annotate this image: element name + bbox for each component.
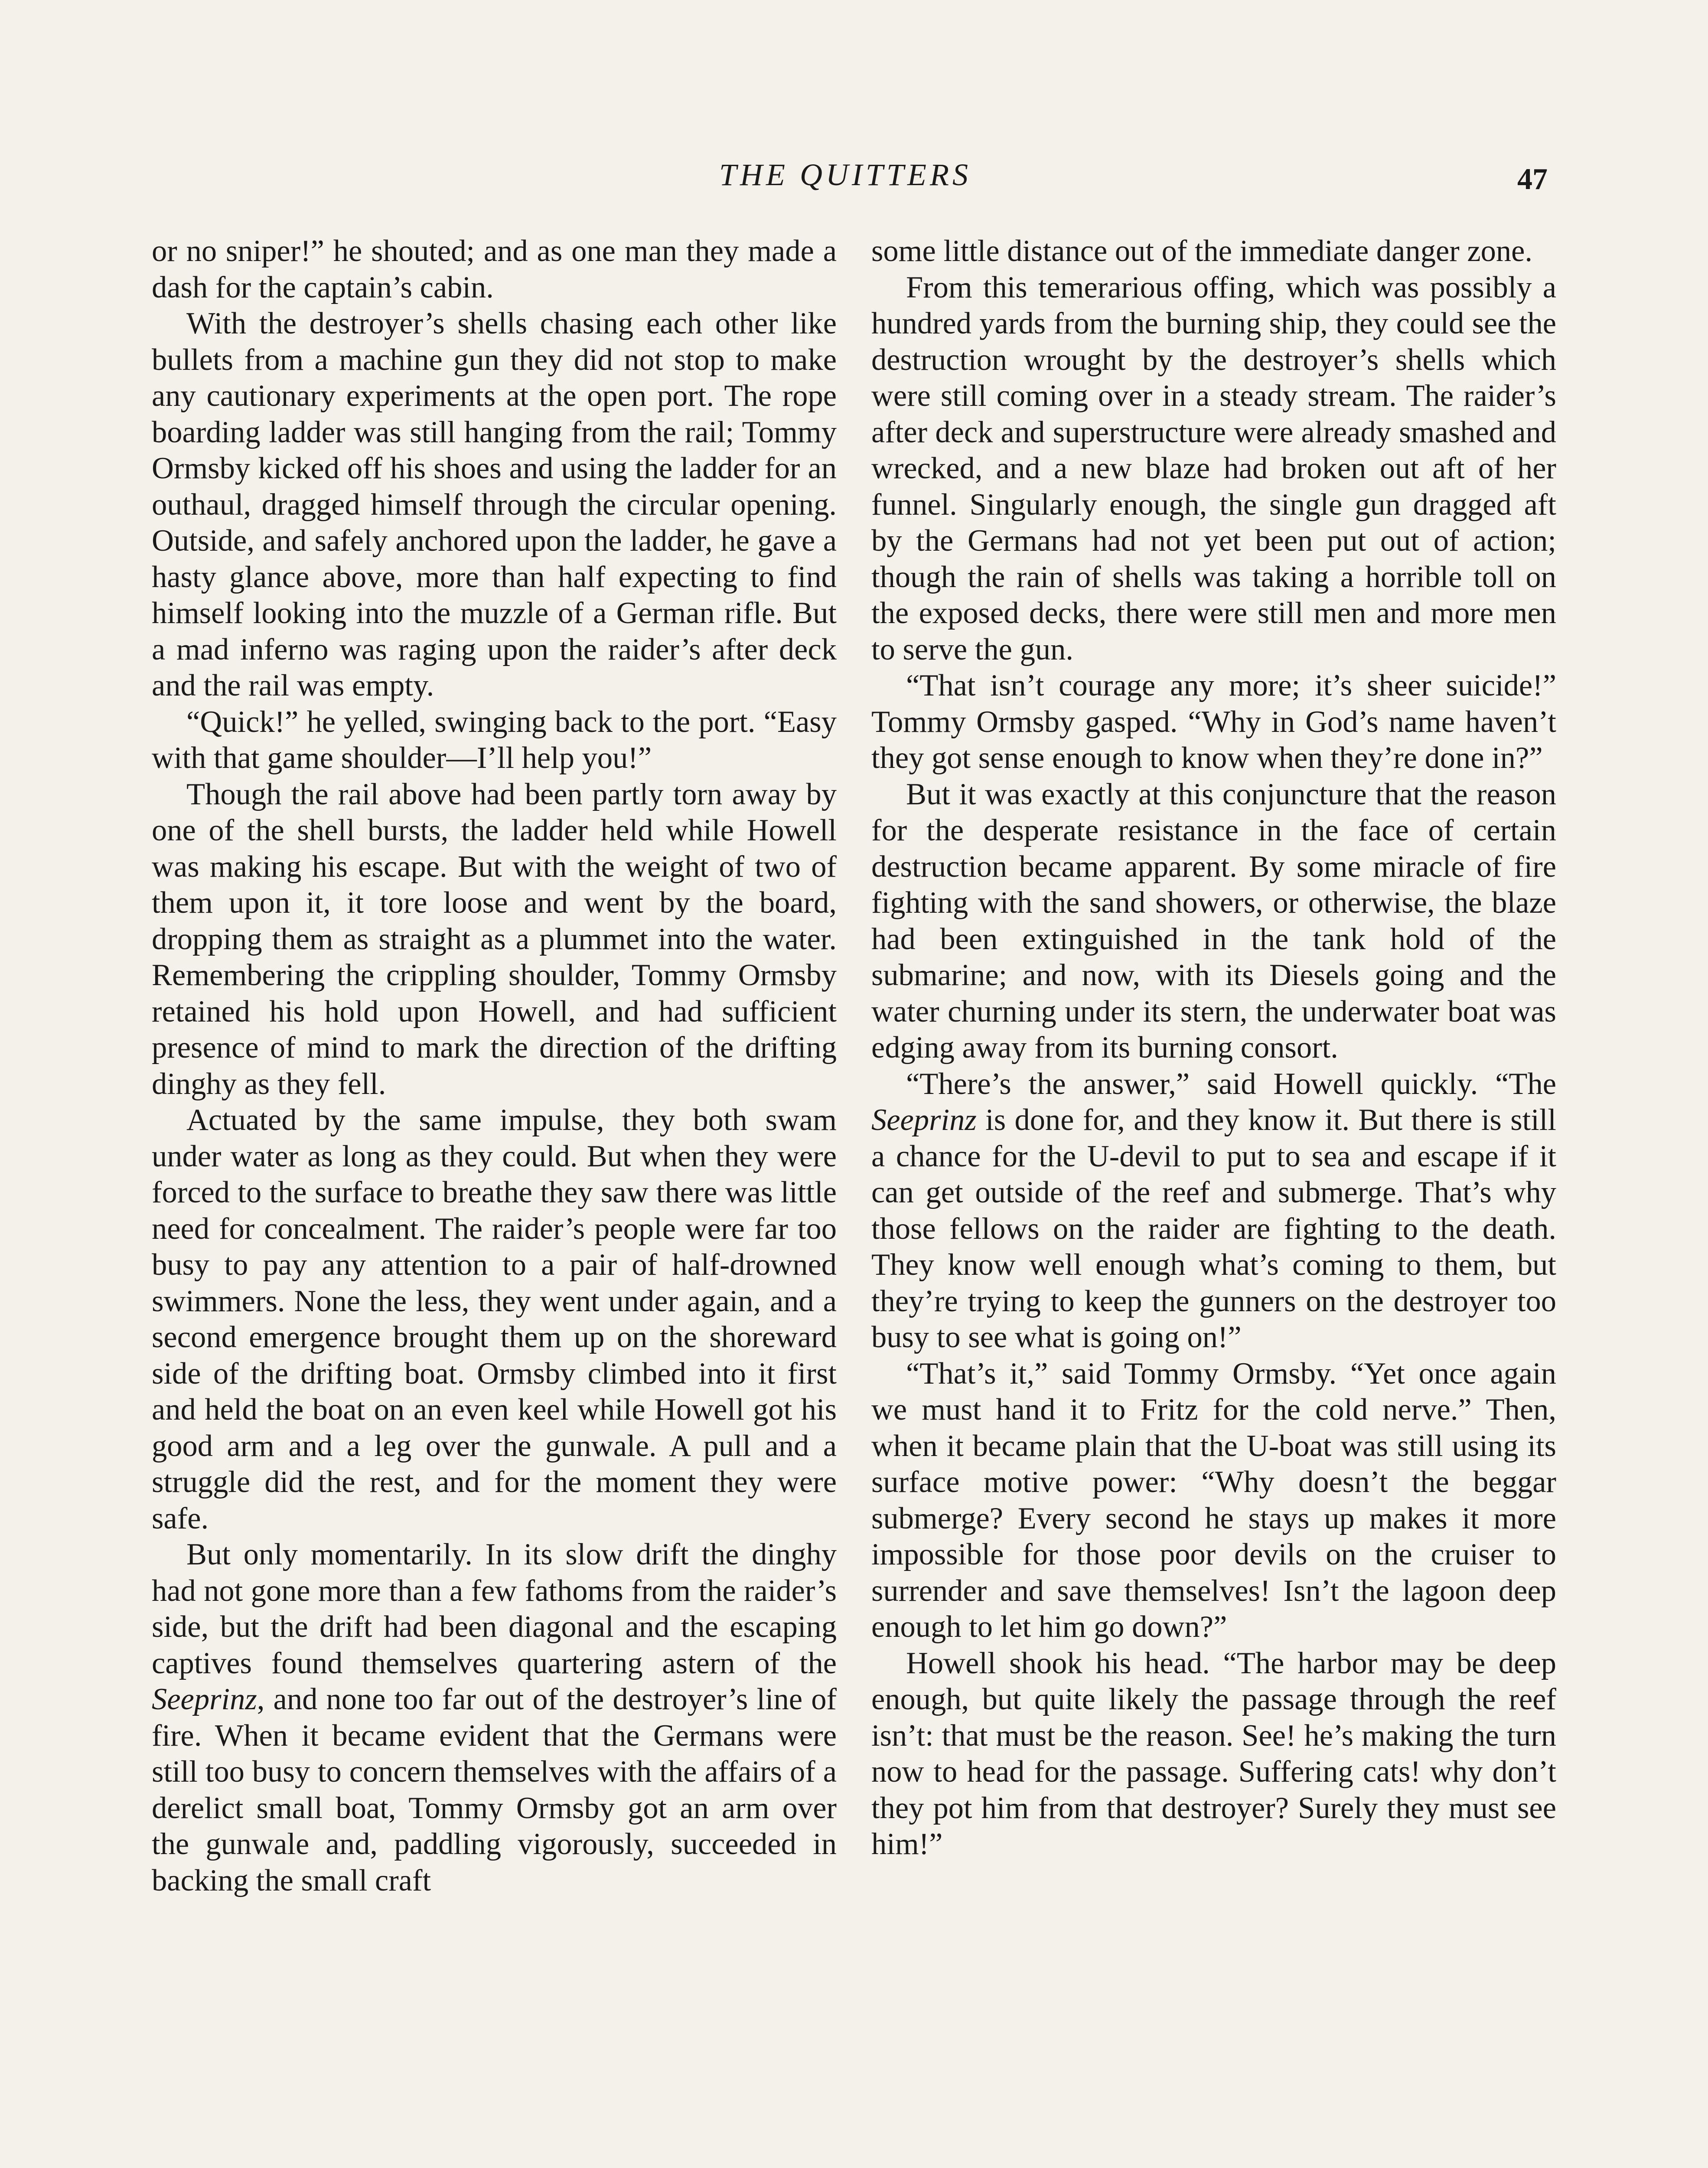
page-header (143, 147, 1548, 204)
paragraph: “Quick!” he yelled, swinging back to the port. “Easy with that game shoulder—I’ll help you!” (152, 705, 837, 775)
paragraph: But only momentarily. In its slow drift the dinghy had not gone more than a few fathoms from the raider’s side, but the drift had been diagonal and the escaping captives found themselves quartering astern of the Seeprinz, and none too far out of the destroyer’s line of fire. When it became evident that the Germans were still too busy to concern themselves with the affairs of a derelict small boat, Tommy Ormsby got an arm over the gunwale and, paddling vigorously, succeeded in backing the small craft (152, 1538, 837, 1897)
paragraph: “There’s the answer,” said Howell quickly. “The Seeprinz is done for, and they know it. But there is still a chance for the U-devil to put to sea and escape if it can get outside of the reef and submerge. That’s why those fellows on the raider are fighting to the death. They know well enough what’s coming to them, but they’re trying to keep the gunners on the destroyer too busy to see what is going on!” (871, 1067, 1556, 1354)
paragraph: some little distance out of the immediate danger zone. (871, 234, 1533, 268)
paragraph: “That’s it,” said Tommy Ormsby. “Yet once again we must hand it to Fritz for the cold nerve.” Then, when it became plain that the U-boat was still using its surface motive power: “Why doesn’t the beggar submerge? Every second he stays up makes it more impossible for those poor devils on the cruiser to surrender and save themselves! Isn’t the lagoon deep enough to let him go down?” (871, 1356, 1556, 1644)
paragraph: or no sniper!” he shouted; and as one man they made a dash for the captain’s cabin. (152, 234, 837, 304)
paragraph: But it was exactly at this conjuncture that the reason for the desperate resistance in the face of certain destruction became apparent. By some miracle of fire fighting with the sand showers, or otherwise, the blaze had been extinguished in the tank hold of the submarine; and now, with its Diesels going and the water churning under its stern, the underwater boat was edging away from its burning consort. (871, 777, 1556, 1064)
paragraph: With the destroyer’s shells chasing each other like bullets from a machine gun they did not stop to make any cautionary experiments at the open port. The rope boarding ladder was still hanging from the rail; Tommy Ormsby kicked off his shoes and using the ladder for an outhaul, dragged himself through the circular opening. Outside, and safely anchored upon the ladder, he gave a hasty glance above, more than half expecting to find himself looking into the muzzle of a German rifle. But a mad inferno was raging upon the raider’s after deck and the rail was empty. (152, 307, 837, 702)
ship-name: Seeprinz (871, 1103, 977, 1137)
paragraph: “That isn’t courage any more; it’s sheer suicide!” Tommy Ormsby gasped. “Why in God’s name haven’t they got sense enough to know when they’re done in?” (871, 669, 1556, 775)
left-column (152, 233, 837, 2168)
page-number: 47 (1517, 163, 1548, 196)
paragraph: Howell shook his head. “The harbor may be deep enough, but quite likely the passage through the reef isn’t: that must be the reason. See! he’s making the turn now to head for the passage. Suffering cats! why don’t they pot him from that destroyer? Surely they must see him!” (871, 1646, 1556, 1861)
right-column (871, 233, 1556, 2168)
paragraph: Actuated by the same impulse, they both swam under water as long as they could. But when they were forced to the surface to breathe they saw there was little need for concealment. The raider’s people were far too busy to pay any attention to a pair of half-drowned swimmers. None the less, they went under again, and a second emergence brought them up on the shoreward side of the drifting boat. Ormsby climbed into it first and held the boat on an even keel while Howell got his good arm and a leg over the gunwale. A pull and a struggle did the rest, and for the moment they were safe. (152, 1103, 837, 1535)
running-title: THE QUITTERS (719, 157, 972, 192)
paragraph: From this temerarious offing, which was possibly a hundred yards from the burning ship, they could see the destruction wrought by the destroyer’s shells which were still coming over in a steady stream. The raider’s after deck and superstructure were already smashed and wrecked, and a new blaze had broken out aft of her funnel. Singularly enough, the single gun dragged aft by the Germans had not yet been put out of action; though the rain of shells was taking a horrible toll on the exposed decks, there were still men and more men to serve the gun. (871, 270, 1556, 666)
paragraph: Though the rail above had been partly torn away by one of the shell bursts, the ladder held while Howell was making his escape. But with the weight of two of them upon it, it tore loose and went by the board, dropping them as straight as a plummet into the water. Remembering the crippling shoulder, Tommy Ormsby retained his hold upon Howell, and had sufficient presence of mind to mark the direction of the drifting dinghy as they fell. (152, 777, 837, 1101)
ship-name: Seeprinz (152, 1682, 257, 1716)
